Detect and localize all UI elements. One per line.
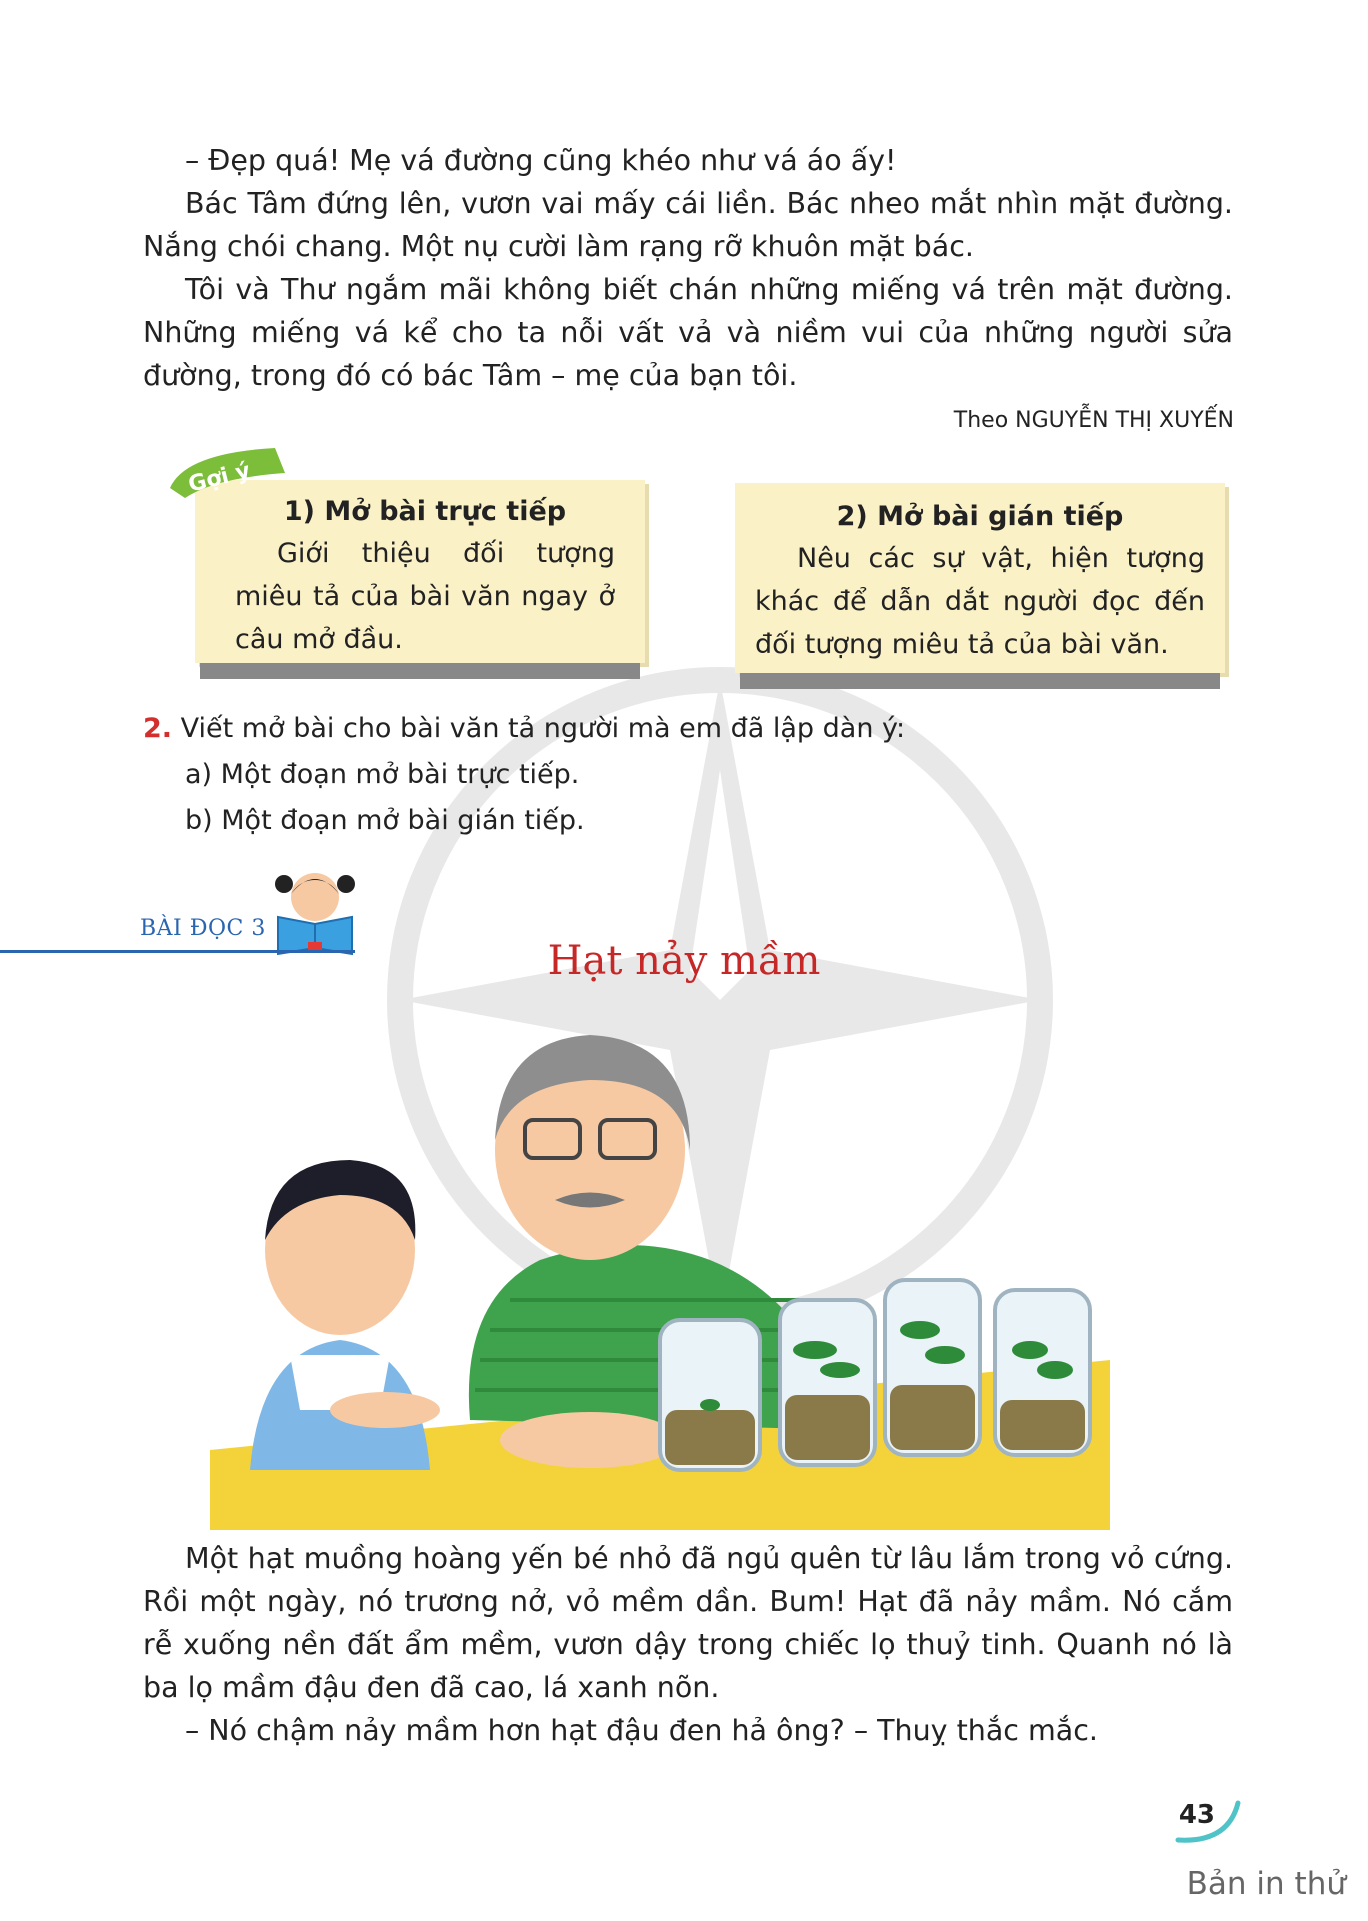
- section-label: BÀI ĐỌC 3: [140, 916, 266, 941]
- hint-box-indirect: [735, 483, 1225, 673]
- paragraph: – Nó chậm nảy mầm hơn hạt đậu đen hả ông? – Thuỵ thắc mắc.: [185, 1714, 1098, 1747]
- hint-box-direct: [195, 480, 645, 663]
- hint-title: 1) Mở bài trực tiếp: [283, 496, 567, 527]
- draft-label: Bản in thử: [1186, 1866, 1346, 1902]
- exercise-number: 2.: [143, 713, 173, 744]
- paragraph: Bác Tâm đứng lên, vươn vai mấy cái liền. Bác nheo mắt nhìn mặt đường. Nắng chói chang. Một nụ cười làm rạng rỡ khuôn mặt bác.: [143, 187, 1233, 263]
- hint-body: Giới thiệu đối tượng miêu tả của bài văn ngay ở câu mở đầu.: [235, 538, 615, 655]
- reading-text: [143, 1537, 1233, 1752]
- paragraph: – Đẹp quá! Mẹ vá đường cũng khéo như vá áo ấy!: [185, 144, 897, 177]
- exercise-item: b) Một đoạn mở bài gián tiếp.: [185, 805, 585, 836]
- box-shadow-bar: [740, 673, 1220, 689]
- author-credit: Theo NGUYỄN THỊ XUYẾN: [953, 408, 1234, 433]
- grandpa-child-seedlings-illustration: [210, 1010, 1110, 1530]
- paragraph: Một hạt muồng hoàng yến bé nhỏ đã ngủ quên từ lâu lắm trong vỏ cứng. Rồi một ngày, nó trương nở, vỏ mềm dần. Bum! Hạt đã nảy mầm. Nó cắm rễ xuống nền đất ẩm mềm, vươn dậy trong chiếc lọ thuỷ tinh. Quanh nó là ba lọ mầm đậu đen đã cao, lá xanh nõn.: [143, 1542, 1233, 1704]
- exercise: [143, 706, 905, 844]
- story-ending: [143, 139, 1233, 397]
- page-number: 43: [1178, 1800, 1215, 1830]
- exercise-item: a) Một đoạn mở bài trực tiếp.: [185, 759, 580, 790]
- hint-tag: [165, 443, 290, 501]
- hint-title: 2) Mở bài gián tiếp: [836, 501, 1124, 532]
- reading-title: Hạt nảy mầm: [547, 938, 821, 984]
- hint-tag-text: Gợi ý: [185, 458, 253, 498]
- paragraph: Tôi và Thư ngắm mãi không biết chán những miếng vá trên mặt đường. Những miếng vá kể cho ta nỗi vất vả và niềm vui của những người sửa đường, trong đó có bác Tâm – mẹ của bạn tôi.: [143, 273, 1233, 392]
- exercise-prompt: Viết mở bài cho bài văn tả người mà em đã lập dàn ý:: [180, 713, 906, 744]
- hint-body: Nêu các sự vật, hiện tượng khác để dẫn dắt người đọc đến đối tượng miêu tả của bài văn.: [755, 543, 1205, 660]
- box-shadow-bar: [200, 663, 640, 679]
